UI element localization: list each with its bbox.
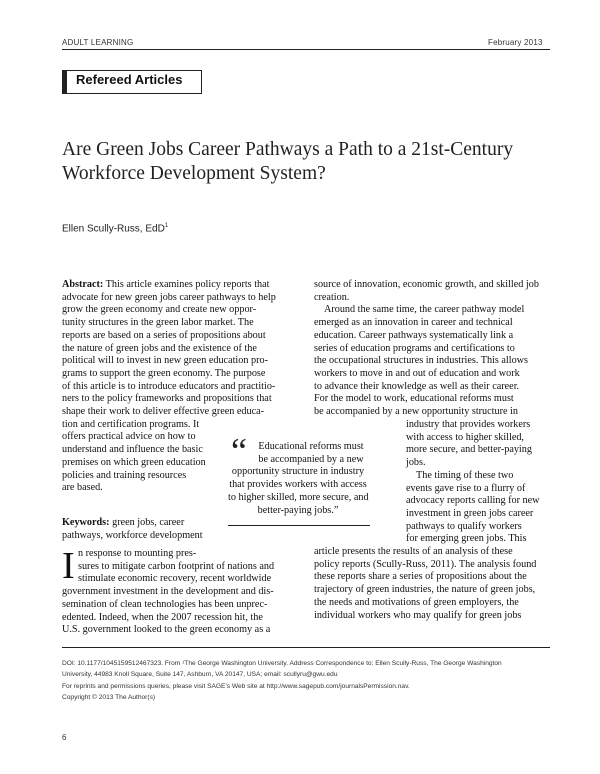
body-line: creation. — [314, 291, 350, 303]
pull-quote-line: be accompanied by a new — [258, 453, 364, 465]
body-line: industry that provides workers — [406, 419, 531, 430]
footer-rule — [62, 647, 550, 648]
keywords-label: Keywords: — [62, 517, 110, 528]
abstract-line: understand and influence the basic — [62, 444, 203, 456]
footnote-line: University, 44983 Knoll Square, Suite 147, Ashburn, VA 20147, USA; email: scullyru@gwu.edu — [62, 671, 338, 678]
section-label-bar — [62, 70, 67, 94]
abstract-line: the nature of green jobs and the existence of the — [62, 342, 257, 354]
body-right-column-top — [314, 279, 554, 419]
article-title — [62, 138, 552, 186]
abstract-label: Abstract: — [62, 279, 104, 290]
section-label: Refereed Articles — [76, 72, 183, 87]
body-right-column-narrow — [406, 419, 556, 546]
body-line: For the model to work, educational reforms must — [314, 393, 514, 405]
issue-date: February 2013 — [488, 38, 543, 47]
page-number: 6 — [62, 733, 67, 742]
body-line: semination of clean technologies has been unprec- — [62, 598, 268, 610]
keywords-line: green jobs, career — [109, 517, 185, 528]
body-line: government investment in the development and dis- — [62, 586, 274, 598]
abstract-line: tion and certification programs. It — [62, 418, 200, 430]
footnote-line: Copyright © 2013 The Author(s) — [62, 694, 156, 701]
footnote-line: For reprints and permissions queries, please visit SAGE's Web site at http://www.sagepub.com/journalsPermission.nav. — [62, 683, 410, 690]
keywords-line: pathways, workforce development — [62, 529, 203, 541]
abstract-line: grams to support the green economy. The purpose — [62, 367, 266, 379]
body-line: be accompanied by a new opportunity structure in — [314, 406, 518, 418]
keywords — [62, 517, 222, 542]
pull-quote-line: Educational reforms must — [258, 441, 364, 452]
pull-quote-line: that provides workers with access — [229, 479, 367, 491]
footnote-line: DOI: 10.1177/1045159512467323. From ¹The George Washington University. Address Correspondence to: Ellen Scully-Russ, The George Washington — [62, 660, 502, 667]
pull-quote-rule — [228, 525, 370, 526]
body-line: the occupational structures in industries. This allows — [314, 355, 528, 367]
body-line: for emerging green jobs. This — [406, 533, 527, 545]
abstract-line: advocate for new green jobs career pathways to help — [62, 291, 276, 303]
abstract-line: grow the green economy and create new oppor- — [62, 304, 257, 316]
pull-quote — [228, 441, 368, 517]
abstract-line: tunity structures in the green labor market. The — [62, 317, 254, 329]
body-line: source of innovation, economic growth, and skilled job — [314, 279, 539, 290]
body-line: education. Career pathways systematically link a — [314, 329, 514, 341]
body-line: Around the same time, the career pathway model — [324, 304, 525, 316]
abstract-line: offers practical advice on how to — [62, 431, 196, 443]
body-line: n response to mounting pres- — [78, 548, 197, 559]
body-line: advocacy reports calling for new — [406, 495, 540, 507]
title-line: Are Green Jobs Career Pathways a Path to a 21st-Century — [62, 139, 514, 160]
author-line — [62, 223, 168, 234]
body-line: sures to mitigate carbon footprint of nations and — [78, 560, 275, 572]
body-line: article presents the results of an analysis of these — [314, 546, 513, 557]
drop-cap: I — [62, 545, 75, 587]
abstract-line: political will to invest in new green education pro- — [62, 355, 268, 367]
pull-quote-line: opportunity structure in industry — [231, 466, 365, 478]
body-line: pathways to qualify workers — [406, 520, 522, 532]
body-right-column-bottom — [314, 546, 554, 622]
abstract-line: are based. — [62, 482, 103, 494]
body-line: U.S. government looked to the green economy as a — [62, 624, 271, 636]
body-line: jobs. — [406, 457, 426, 469]
abstract-line: shape their work to deliver effective green educa- — [62, 406, 265, 418]
body-left-column — [62, 545, 302, 637]
author-affiliation-mark: 1 — [164, 223, 169, 229]
abstract-line: policies and training resources — [62, 469, 187, 481]
body-line: series of education programs and certifications to — [314, 342, 515, 354]
body-line: the needs and motivations of green employers, the — [314, 596, 519, 608]
body-line: workers to move in and out of education and work — [314, 367, 520, 379]
body-line: The timing of these two — [416, 469, 514, 481]
abstract-line: premises on which green education — [62, 456, 206, 468]
header-rule — [62, 49, 550, 50]
body-line: more secure, and better-paying — [406, 444, 532, 456]
body-line: emerged as an innovation in career and technical — [314, 317, 513, 329]
journal-name: ADULT LEARNING — [62, 38, 134, 47]
quote-mark-icon: “ — [231, 431, 247, 471]
abstract-line: of this article is to introduce educators and practitio- — [62, 380, 276, 392]
body-line: to advance their knowledge as well as their career. — [314, 380, 520, 392]
body-line: events gave rise to a flurry of — [406, 482, 526, 494]
abstract-line: ners to the policy frameworks and propositions that — [62, 393, 272, 405]
body-line: investment in green jobs career — [406, 507, 534, 519]
body-line: trajectory of green industries, the nature of green jobs, — [314, 584, 536, 596]
pull-quote-line: to higher skilled, more secure, and — [228, 491, 369, 503]
body-line: edented. Indeed, when the 2007 recession hit, the — [62, 611, 263, 623]
abstract-line: reports are based on a series of propositions about — [62, 329, 266, 341]
body-line: individual workers who may qualify for green jobs — [314, 609, 522, 621]
pull-quote-line: better-paying jobs.” — [257, 504, 339, 516]
title-line: Workforce Development System? — [62, 163, 326, 184]
body-line: policy reports (Scully-Russ, 2011). The analysis found — [314, 558, 537, 570]
body-line: these reports share a series of propositions about the — [314, 571, 527, 583]
body-line: with access to higher skilled, — [406, 431, 524, 443]
abstract-line: This article examines policy reports that — [103, 279, 270, 290]
author-name: Ellen Scully-Russ, EdD — [62, 223, 165, 235]
body-line: stimulate economic recovery, recent worldwide — [78, 573, 272, 585]
